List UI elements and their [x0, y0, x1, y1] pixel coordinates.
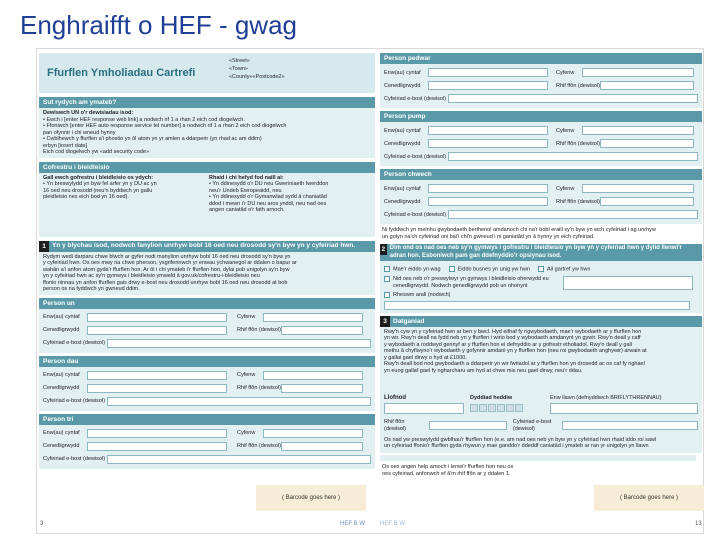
person-1-block: [39, 298, 375, 353]
section-3-heading: [380, 316, 702, 327]
person-2-nationality-input[interactable]: [87, 384, 227, 393]
section-1-body: [39, 252, 375, 295]
section-1-line: person os na fyddwch yn gwneud ddim.: [43, 286, 140, 292]
checkbox-icon[interactable]: [538, 266, 544, 272]
section-1-heading: [39, 241, 375, 252]
person-2-phone-input[interactable]: [281, 384, 363, 393]
declaration-footnote: [380, 435, 702, 453]
person-6-heading: Person chwech: [380, 169, 702, 180]
form-code-right: HEF B W: [380, 521, 405, 527]
how-line: • Ffoniwch [enter HEF auto response service tel number] a nodwch rif 1 a rhan 2 eich cod diogelwch: [43, 123, 287, 129]
barcode-placeholder-right: ( Barcode goes here ): [594, 485, 704, 511]
person-3-email-input[interactable]: [107, 455, 371, 464]
page-number-left: 3: [40, 521, 44, 527]
section-1-line: wahân a'i anfon atom gyda'r ffurflen hon. Ar ôl i chi ymateb i'r ffurflen hon, dylai pob unigolyn sy'n byw: [43, 266, 290, 273]
section-1-line: ffonio ninnau yn anfon ffurflen gais drwy e-bost neu drosodd unrhyw bobl 16 oed neu drosodd at bob: [43, 279, 288, 286]
email-label: Cyfeiriad e-bost (dewisol): [384, 153, 447, 160]
who-can-register-body: [39, 173, 375, 237]
nationality-detail-input[interactable]: [563, 276, 693, 290]
section-3-number: 3: [380, 316, 390, 327]
person-6-first-name-input[interactable]: [428, 184, 548, 193]
person-3-first-name-input[interactable]: [87, 429, 227, 438]
first-name-label: Enw(au) cyntaf: [43, 430, 80, 436]
person-4-surname-input[interactable]: [582, 68, 694, 77]
option-label: Eiddo busnes yn unig yw hwn: [457, 265, 530, 272]
person-1-heading: Person un: [39, 298, 375, 309]
date-digit-box[interactable]: [488, 404, 496, 412]
phone-label: Rhif ffôn (dewisol): [237, 327, 281, 333]
email-label: Cyfeiriad e-bost (dewisol): [384, 211, 447, 218]
help-line: oes cyfeiriad, anfonwch ef â'm rhif ffôn ar y ddalen 1.: [382, 470, 511, 477]
help-note: [380, 461, 702, 481]
surname-label: Cyfenw: [556, 185, 575, 192]
surname-label: Cyfenw: [237, 430, 256, 436]
form-header: [39, 53, 375, 93]
person-5-email-input[interactable]: [448, 152, 698, 161]
person-1-surname-input[interactable]: [263, 313, 363, 322]
person-2-surname-input[interactable]: [263, 371, 363, 380]
declaration-line: yn euog gallaf gael fy ngharcharu am hyd at chwe mis neu gael dirwy, neu'r ddau.: [384, 367, 583, 374]
surname-label: Cyfenw: [237, 314, 256, 320]
slide-title: Enghraifft o HEF - gwag: [20, 10, 297, 40]
person-3-nationality-input[interactable]: [87, 442, 227, 451]
person-1-email-input[interactable]: [107, 339, 371, 348]
section-3-title: Datganiad: [393, 317, 425, 325]
email-label: Cyfeiriad e-bost (dewisol): [43, 340, 106, 346]
email-label: Cyfeiriad e-bost (dewisol): [384, 95, 447, 102]
page-number-right: 13: [695, 521, 702, 527]
who-line: neu'r Undeb Ewropeaidd, neu: [209, 187, 282, 194]
date-digit-box[interactable]: [506, 404, 514, 412]
person-3-surname-input[interactable]: [263, 429, 363, 438]
option-label: Rheswm arall (nodwch): [393, 292, 451, 298]
how-line: erbyn [insert date]: [43, 142, 88, 149]
person-6-phone-input[interactable]: [600, 197, 694, 206]
address-town: «Town»: [229, 66, 248, 72]
phone-label: Rhif ffôn (dewisol): [556, 82, 600, 89]
person-5-heading: Person pump: [380, 111, 702, 122]
section-2-heading: [380, 244, 702, 261]
person-4-block: [380, 53, 702, 108]
option-nationality[interactable]: [384, 276, 698, 290]
option-label: Ail gartref yw hwn: [547, 265, 591, 272]
nationality-label: Cenedligrwydd: [384, 140, 421, 147]
phone-label: Rhif ffôn (dewisol): [237, 443, 281, 449]
section-2-title: Dim ond os nad oes neb sy'n gymwys i gofrestru i bleidleisio yn byw yn y cyfeiriad hwn y dylid llenwi'r adran hon. Esboniwch pam gan ddefnyddio'r opsiynau isod.: [389, 245, 682, 259]
privacy-line: Ni fyddwch yn meinhu gwybodaeth berthenol amdanoch chi na'r bobl eraill sy'n byw yn eich cyfeiriad i ag unrhyw: [382, 227, 656, 233]
person-4-nationality-input[interactable]: [428, 81, 548, 90]
person-3-phone-input[interactable]: [281, 442, 363, 451]
who-col-2: [209, 175, 371, 235]
form-left-column: [39, 53, 375, 469]
who-col-1: [43, 175, 203, 235]
first-name-label: Enw(au) cyntaf: [384, 127, 421, 134]
who-line: 16 oed neu drosodd (neu'n byddwch yn gallu: [43, 187, 153, 194]
declaration-line: y wybodaeth a roddwyd gennyf ar y ffurflen hon ei defnyddio ar y gofrestr etholiadol. Rwy'n deall y gall: [384, 341, 632, 348]
who-can-register-heading: Cofrestru i bleidleisio: [39, 162, 375, 173]
contact-row: [380, 417, 702, 435]
declaration-line: Rwy'n deall bod nod gwybodaeth a ddarperir yn wir fwriadol ar y ffurflen hon yn drosedd ac os caf fy nghael: [384, 361, 645, 367]
form-right-column: [380, 53, 702, 481]
full-name-label: Enw llawn (defnyddiwch BRIFLYTHRENNAU): [550, 394, 662, 401]
section-1-line: y cyfeiriad hwn. Os oes mwy na chwe pherson, ysgrifennwch yr enwau ychwanegol ar ddalen o bapur ar: [43, 260, 297, 266]
person-6-email-input[interactable]: [448, 210, 698, 219]
section-1-title: Yn y blychau isod, nodwch fanylion unrhyw bobl 16 oed neu drosodd sy'n byw yn y cyfeiriad hwn.: [52, 241, 356, 249]
person-5-phone-input[interactable]: [600, 139, 694, 148]
surname-label: Cyfenw: [556, 127, 575, 134]
date-input[interactable]: [470, 404, 544, 412]
first-name-label: Enw(au) cyntaf: [43, 314, 80, 320]
signature-row: [380, 393, 702, 417]
person-2-email-input[interactable]: [107, 397, 371, 406]
nationality-label: Cenedligrwydd: [384, 198, 421, 205]
email-label: Cyfeiriad e-bost (dewisol): [43, 456, 106, 462]
who-col-2-title: Rhaid i chi hefyd fod naill ai:: [209, 174, 284, 181]
how-to-respond-body: [39, 108, 375, 158]
how-line: pan ofynnir i chi wneud hynny: [43, 129, 116, 136]
person-2-first-name-input[interactable]: [87, 371, 227, 380]
privacy-line: un golyn na'ch cyfeiriad oni bai'i chi'n gwneud i ni ganiatâd yn â hynny yn eich cyfeiriad.: [382, 234, 595, 240]
surname-label: Cyfenw: [556, 69, 575, 76]
person-6-surname-input[interactable]: [582, 184, 694, 193]
option-other[interactable]: [384, 292, 698, 299]
person-5-surname-input[interactable]: [582, 126, 694, 135]
person-1-nationality-input[interactable]: [87, 326, 227, 335]
person-4-heading: Person pedwar: [380, 53, 702, 64]
who-line: ddod i mewn i'r DU neu aros ynddi, neu nad oes: [209, 200, 327, 207]
who-line: pleidleisio nes eich bod yn 16 oed).: [43, 194, 129, 200]
date-digit-box[interactable]: [470, 404, 478, 412]
form-code-left: HEF B W: [340, 521, 365, 527]
first-name-label: Enw(au) cyntaf: [43, 372, 80, 378]
declaration-line: methu â chyflwyno'r wybodaeth y gofynnir amdani yn y ffurflen hon (neu roi gwybodaeth anghywir) arwain at: [384, 348, 647, 354]
who-line: • Yn breswylydd yn byw fel arfer yn y DU ac yn: [43, 181, 157, 187]
declaration-line: Rwy'n cyw yn y cyfeiriad hwn ar ben y bwcl. Hyd eithaf fy ngwybodaeth, mae'r wybodaeth ar y ffurflen hon: [384, 328, 642, 335]
contact-email-input[interactable]: [562, 421, 698, 430]
phone-label: Rhif ffôn (dewisol): [556, 198, 600, 205]
form-page: [36, 48, 704, 534]
barcode-placeholder-left: ( Barcode goes here ): [256, 485, 366, 511]
section-2-body: [380, 261, 702, 313]
how-to-respond-heading: Sut rydych am ymateb?: [39, 97, 375, 108]
option-label: Mae'r eiddo yn wag: [393, 265, 441, 272]
address-block: [229, 57, 285, 81]
how-line: Eich cod diogelwch yw «add security code»: [43, 149, 150, 155]
first-name-label: Enw(au) cyntaf: [384, 185, 421, 192]
address-county: «County»«Postcode2»: [229, 74, 285, 80]
address-street: «Street»: [229, 58, 250, 64]
who-line: angen caniatâd o'r fath arnoch.: [209, 207, 285, 213]
nationality-label: Cenedligrwydd: [43, 385, 80, 391]
surname-label: Cyfenw: [237, 372, 256, 378]
contact-phone-label: Rhif ffôn (dewisol): [384, 419, 407, 432]
checkbox-icon[interactable]: [449, 266, 455, 272]
option-second-home[interactable]: [538, 266, 590, 273]
checkbox-icon[interactable]: [384, 266, 390, 272]
person-6-block: [380, 169, 702, 224]
signature-input[interactable]: [384, 403, 464, 414]
person-4-email-input[interactable]: [448, 94, 698, 103]
section-1-number: 1: [39, 241, 49, 252]
full-name-input[interactable]: [550, 403, 698, 414]
form-title: Ffurflen Ymholiadau Cartrefi: [47, 67, 196, 79]
help-line: Os oes angen help arnoch i lenwi'r ffurflen hon neu os: [382, 463, 514, 470]
person-3-heading: Person tri: [39, 414, 375, 425]
person-3-block: [39, 414, 375, 469]
section-2-number: 2: [381, 246, 386, 253]
declaration-text: [380, 327, 702, 393]
person-2-heading: Person dau: [39, 356, 375, 367]
option-label: Nid oes neb o'r preswylwyr yn gymwys i bleidleisio oherwydd eu cenedligrwydd. Nodwch genedligrwydd pob un ohonynt: [393, 276, 549, 289]
who-line: • Yn ddinesydd o'r Gymanwlad sydd â chaniatâd: [209, 194, 327, 200]
person-1-first-name-input[interactable]: [87, 313, 227, 322]
option-business-property[interactable]: [449, 266, 530, 273]
checkbox-icon[interactable]: [384, 292, 390, 298]
person-4-first-name-input[interactable]: [428, 68, 548, 77]
person-6-nationality-input[interactable]: [428, 197, 548, 206]
person-5-first-name-input[interactable]: [428, 126, 548, 135]
email-label: Cyfeiriad e-bost (dewisol): [43, 398, 106, 404]
section-1-line: yn y cyfeiriad hwn ac sy'n gymwys i bleidleisio ymweld â gov.uk/cofrestru-i-bleidleisio neu: [43, 273, 260, 279]
person-2-block: [39, 356, 375, 411]
how-line: Dewiswch UN o'r dewisiadau isod:: [43, 110, 134, 116]
option-empty-property[interactable]: [384, 266, 441, 273]
contact-email-label: Cyfeiriad e-bost (dewisol): [512, 419, 552, 432]
person-1-phone-input[interactable]: [281, 326, 363, 335]
date-digit-box[interactable]: [497, 404, 505, 412]
person-5-block: [380, 111, 702, 166]
declaration-line: y gallai gael dirwy o hyd at £1000.: [384, 354, 467, 361]
checkbox-icon[interactable]: [384, 276, 390, 282]
footnote-line: Os nad yw preswylydd gwblhau'r ffurflen hon (e.e. am nad oes neb yn byw yn y cyfeiriad hwn rhaid iddo roi sawl: [384, 436, 657, 443]
signature-label: Llofnod: [384, 394, 406, 401]
who-line: • Yn ddinesydd o'r DU neu Gweriniaeth Iwerddon: [209, 181, 329, 187]
how-line: • Cwblhewch y ffurflen a'i phostio yn ôl atom yn yr amlen a ddarperir (yn rhad ac am ddim): [43, 136, 262, 142]
date-label: Dyddiad heddiw: [470, 394, 513, 401]
person-5-nationality-input[interactable]: [428, 139, 548, 148]
date-digit-box[interactable]: [515, 404, 523, 412]
contact-phone-input[interactable]: [429, 421, 507, 430]
how-line: • Ewch i [enter HEF response web link] a nodwch rif 1 a rhan 2 eich cod diogelwch.: [43, 116, 245, 123]
other-reason-input[interactable]: [384, 301, 690, 310]
footnote-line: un cyfeiriad ffonio'r ffurflen gyda rhywun y mae ganddo'r ddeddf caniatâd i ymateb ar ran yr unigolyn yn llawn: [384, 443, 649, 449]
section-1-line: Rydym wedi darparu chwe blwch ar gyfer nodi manylion unrhyw bobl 16 oed neu drosodd sy'n byw yn: [43, 253, 291, 260]
date-digit-box[interactable]: [479, 404, 487, 412]
nationality-label: Cenedligrwydd: [43, 443, 80, 449]
persons-privacy-note: [380, 224, 702, 244]
person-4-phone-input[interactable]: [600, 81, 694, 90]
first-name-label: Enw(au) cyntaf: [384, 69, 421, 76]
declaration-line: yn wir. Rwy'n deall na fydd neb yn y ffurflen i wirio bod y wybodaeth amdanynt yn gywir. Rwy'n deall y caff: [384, 335, 641, 341]
who-col-1-title: Gall ewch gofrestru i bleidleisio os ydych:: [43, 174, 154, 181]
nationality-label: Cenedligrwydd: [384, 82, 421, 89]
phone-label: Rhif ffôn (dewisol): [237, 385, 281, 391]
nationality-label: Cenedligrwydd: [43, 327, 80, 333]
phone-label: Rhif ffôn (dewisol): [556, 140, 600, 147]
